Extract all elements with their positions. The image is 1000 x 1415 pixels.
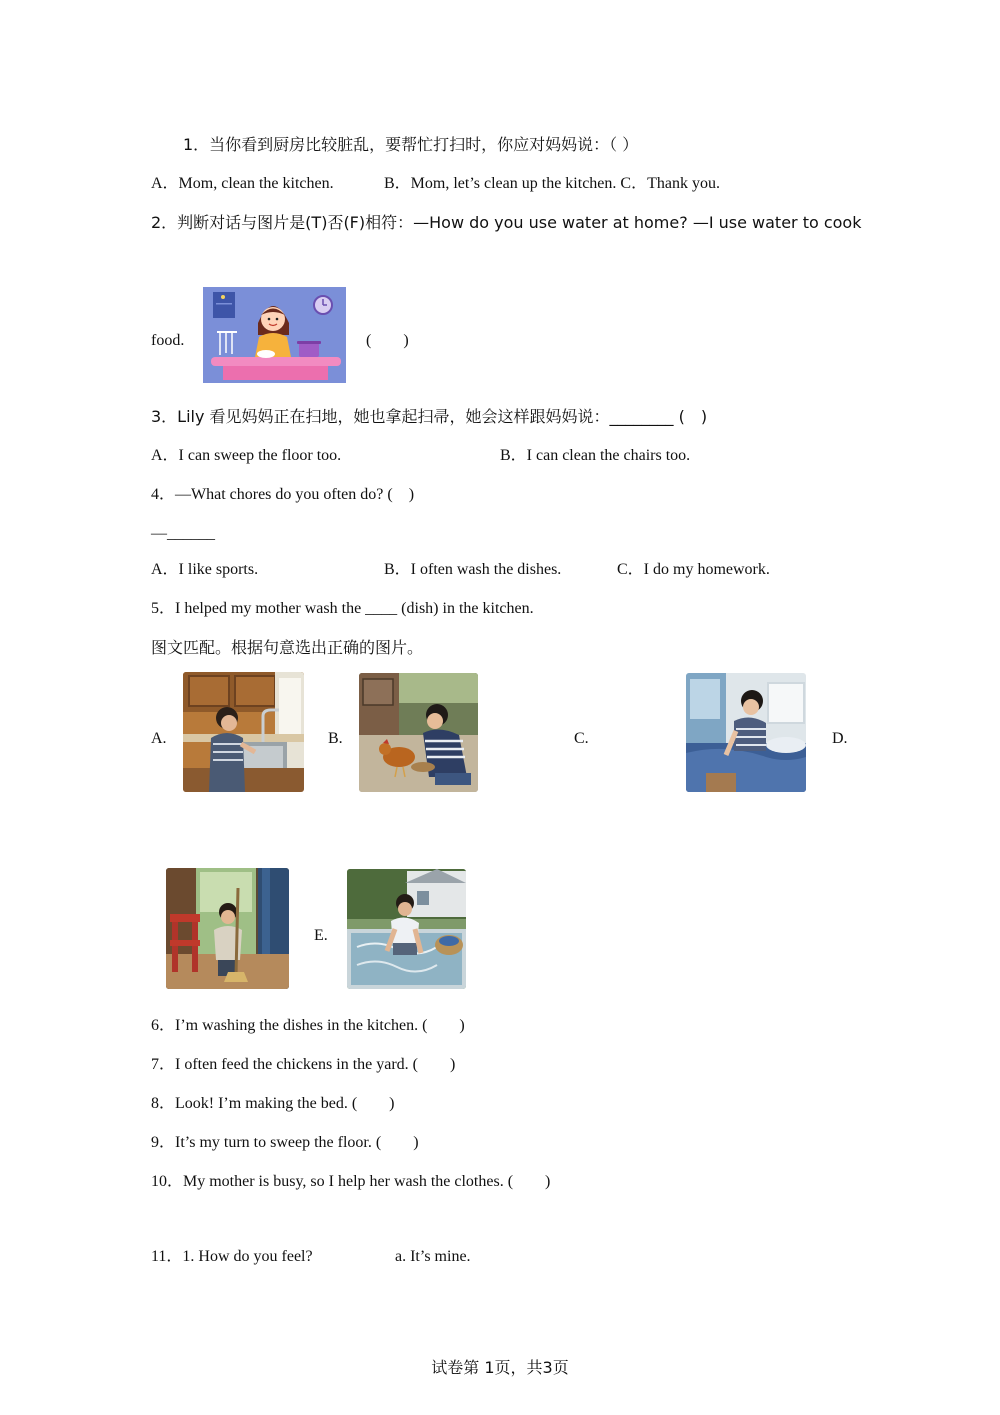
boy-feeding-chickens-photo [359, 673, 478, 792]
label-e: E. [314, 927, 328, 944]
label-c: C. [574, 730, 589, 747]
q10-item: 10．My mother is busy, so I help her wash the clothes. ( ) [151, 1173, 551, 1190]
page-footer: 试卷第 1页，共3页 [431, 1358, 569, 1377]
q3-stem: 3．Lily 看见妈妈正在扫地，她也拿起扫帚，她会这样跟妈妈说：________ ( ) [151, 407, 708, 426]
q9-item: 9．It’s my turn to sweep the floor. ( ) [151, 1134, 419, 1151]
q3-option-a: A．I can sweep the floor too. [151, 447, 342, 464]
boy-washing-dishes-photo [183, 672, 304, 792]
q1-option-a: A．Mom, clean the kitchen. [151, 175, 334, 192]
boy-washing-clothes-photo [347, 869, 466, 989]
q4-stem: 4．—What chores do you often do? ( ) [151, 486, 415, 503]
label-a: A. [151, 730, 167, 747]
q8-item: 8．Look! I’m making the bed. ( ) [151, 1095, 395, 1112]
boy-sweeping-floor-photo [166, 868, 289, 989]
q4-option-c: C．I do my homework. [617, 561, 770, 578]
q3-option-b: B．I can clean the chairs too. [500, 447, 691, 464]
q5-stem: 5．I helped my mother wash the ____ (dish) in the kitchen. [151, 600, 534, 617]
q4-option-b: B．I often wash the dishes. [384, 561, 562, 578]
q2-stem: 2．判断对话与图片是(T)否(F)相符：—How do you use water at home? —I use water to cook [151, 213, 862, 232]
matching-instruction: 图文匹配。根据句意选出正确的图片。 [151, 638, 424, 657]
label-b: B. [328, 730, 343, 747]
q11-left: 11．1. How do you feel? [151, 1248, 313, 1265]
q2-answer-blank[interactable]: ( ) [366, 332, 409, 349]
boy-making-bed-photo [686, 673, 806, 792]
q6-item: 6．I’m washing the dishes in the kitchen. ( ) [151, 1017, 465, 1034]
q4-option-a: A．I like sports. [151, 561, 259, 578]
q1-stem: 1．当你看到厨房比较脏乱，要帮忙打扫时，你应对妈妈说：（ ） [183, 135, 639, 154]
q7-item: 7．I often feed the chickens in the yard. ( ) [151, 1056, 456, 1073]
label-d: D. [832, 730, 848, 747]
q1-option-b: B．Mom, let’s clean up the kitchen. C．Thank you. [384, 175, 720, 192]
girl-cooking-illustration [203, 287, 346, 383]
q2-tail: food. [151, 332, 185, 349]
q11-right: a. It’s mine. [395, 1248, 471, 1265]
q4-answer-line[interactable]: —______ [151, 525, 215, 542]
